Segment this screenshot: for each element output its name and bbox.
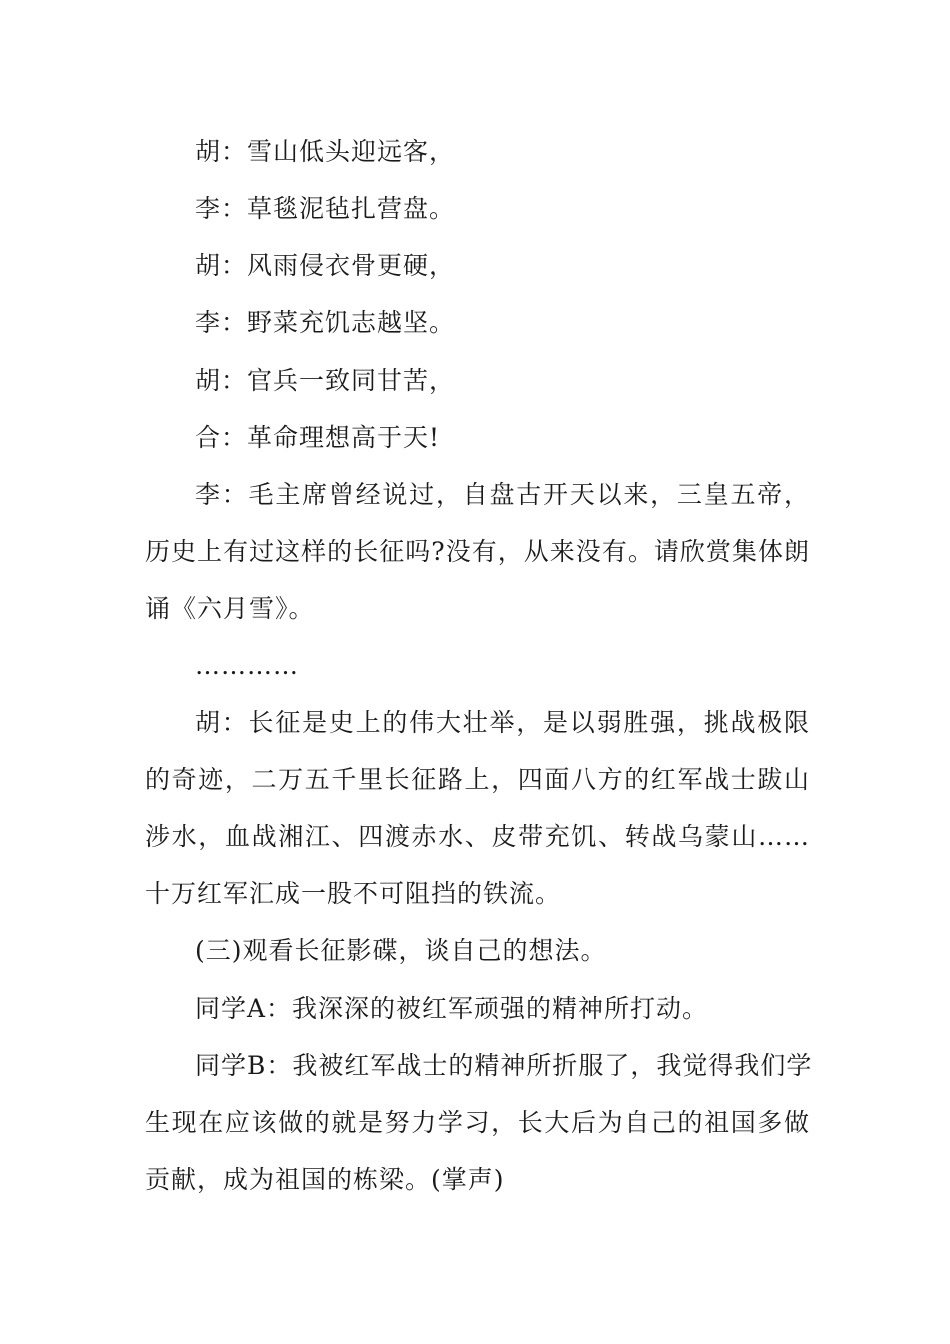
paragraph-hu-line: 的奇迹，二万五千里长征路上，四面八方的红军战士跋山	[145, 765, 810, 794]
verse-line-3	[195, 238, 810, 294]
verse-line-2	[195, 181, 810, 237]
speaker-label: 胡：	[195, 251, 248, 280]
student-b-line: 生现在应该做的就是努力学习，长大后为自己的祖国多做	[145, 1108, 810, 1137]
verse-text: 野菜充饥志越坚。	[247, 308, 456, 337]
verse-text: 风雨侵衣骨更硬，	[247, 251, 456, 280]
verse-line-1	[195, 124, 810, 180]
student-a-line: 同学A：我深深的被红军顽强的精神所打动。	[195, 994, 709, 1023]
verse-text: 雪山低头迎远客，	[247, 137, 456, 166]
paragraph-li-line: 历史上有过这样的长征吗?没有，从来没有。请欣赏集体朗	[145, 537, 810, 566]
verse-text: 革命理想高于天!	[247, 423, 441, 452]
speaker-label: 胡：	[195, 366, 248, 395]
verse-line-4	[195, 295, 810, 351]
speaker-label: 合：	[195, 423, 248, 452]
student-b-line: 同学B：我被红军战士的精神所折服了，我觉得我们学	[195, 1051, 813, 1080]
student-b-line: 贡献，成为祖国的栋梁。(掌声)	[145, 1165, 505, 1194]
ellipsis: …………	[195, 651, 299, 680]
section-heading: (三)观看长征影碟，谈自己的想法。	[195, 936, 607, 965]
paragraph-hu-line: 涉水，血战湘江、四渡赤水、皮带充饥、转战乌蒙山……	[145, 822, 810, 851]
speaker-label: 李：	[195, 194, 248, 223]
paragraph-hu-line: 十万红军汇成一股不可阻挡的铁流。	[145, 879, 562, 908]
paragraph-li-line: 诵《六月雪》。	[145, 594, 315, 623]
verse-line-5	[195, 353, 810, 409]
paragraph-li-line: 李：毛主席曾经说过，自盘古开天以来，三皇五帝，	[195, 480, 810, 509]
verse-line-6	[195, 410, 810, 466]
speaker-label: 胡：	[195, 137, 248, 166]
verse-text: 官兵一致同甘苦，	[247, 366, 456, 395]
verse-text: 草毯泥毡扎营盘。	[247, 194, 456, 223]
paragraph-hu-line: 胡：长征是史上的伟大壮举，是以弱胜强，挑战极限	[195, 708, 810, 737]
speaker-label: 李：	[195, 308, 248, 337]
